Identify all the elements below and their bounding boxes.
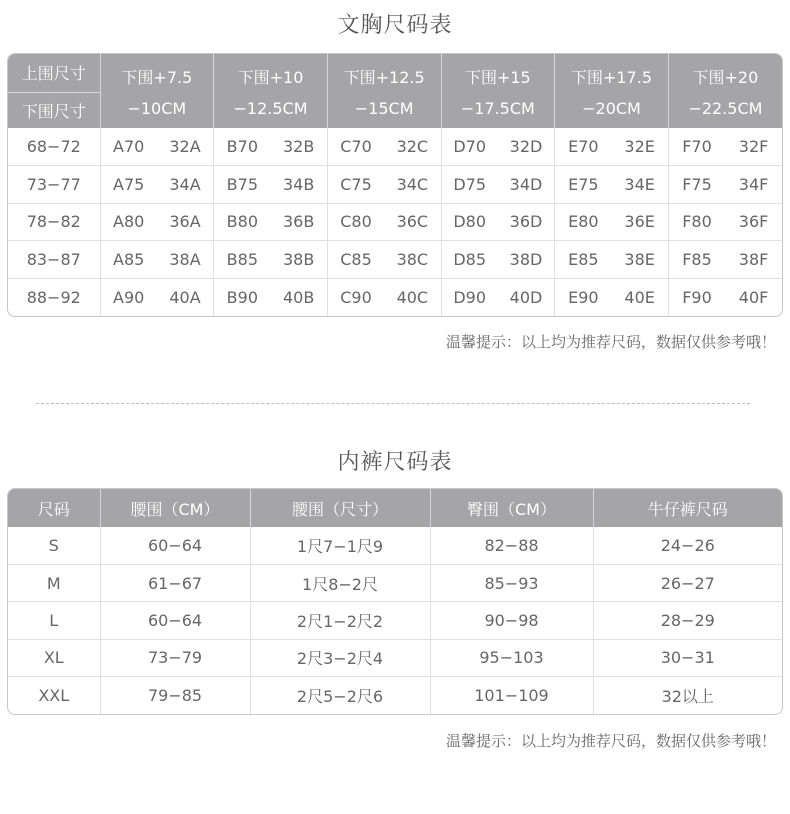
- size-cell: E80: [555, 203, 612, 241]
- column-header-size: 尺码: [8, 489, 100, 527]
- waist-chi-cell: 2尺5−2尺6: [250, 677, 430, 714]
- size-cell: 38F: [725, 241, 782, 279]
- size-label: M: [8, 564, 100, 601]
- size-cell: 40A: [157, 278, 214, 316]
- underbust-range: 78−82: [8, 203, 100, 241]
- table-row: [8, 241, 782, 279]
- size-cell: 34F: [725, 166, 782, 204]
- table-row: [8, 639, 782, 676]
- underbust-range: 88−92: [8, 278, 100, 316]
- size-cell: 38C: [384, 241, 441, 279]
- size-cell: F70: [668, 128, 725, 166]
- waist-chi-cell: 2尺3−2尺4: [250, 639, 430, 676]
- jeans-size-cell: 24−26: [593, 527, 782, 564]
- group-header-top: 下围+10: [214, 54, 328, 92]
- size-label: XXL: [8, 677, 100, 714]
- size-cell: 38E: [611, 241, 668, 279]
- hip-cm-cell: 82−88: [430, 527, 593, 564]
- size-cell: 32D: [509, 137, 543, 157]
- size-cell: 32A: [169, 137, 201, 157]
- table-row: [8, 128, 782, 166]
- table-row: [8, 527, 782, 564]
- size-cell: 36E: [611, 203, 668, 241]
- size-cell: A75: [100, 166, 157, 204]
- size-cell: 32B: [282, 137, 315, 157]
- size-cell: A90: [100, 278, 157, 316]
- bra-size-table: [7, 53, 783, 317]
- jeans-size-cell: 32以上: [593, 677, 782, 714]
- table-row: [8, 278, 782, 316]
- waist-cm-cell: 79−85: [100, 677, 250, 714]
- waist-cm-cell: 60−64: [100, 527, 250, 564]
- size-cell: A85: [100, 241, 157, 279]
- size-cell: 38D: [498, 241, 555, 279]
- table-row: [8, 564, 782, 601]
- size-cell: E75: [555, 166, 612, 204]
- size-cell: 32F: [738, 137, 769, 157]
- column-header-hip-cm: 臀围（CM）: [430, 489, 593, 527]
- waist-chi-cell: 2尺1−2尺2: [250, 602, 430, 639]
- panty-size-title: 内裤尺码表: [337, 450, 453, 475]
- size-cell: 34D: [498, 166, 555, 204]
- corner-bottom: 下围尺寸: [8, 92, 100, 128]
- jeans-size-cell: 30−31: [593, 639, 782, 676]
- size-cell: 40F: [725, 278, 782, 316]
- size-cell: 34A: [157, 166, 214, 204]
- size-cell: 32E: [624, 137, 655, 157]
- underbust-range: 83−87: [8, 241, 100, 279]
- size-cell: 36B: [271, 203, 328, 241]
- size-cell: F80: [668, 203, 725, 241]
- size-cell: B90: [214, 278, 271, 316]
- size-cell: 38A: [157, 241, 214, 279]
- size-cell: 32C: [396, 137, 429, 157]
- size-cell: D70: [441, 128, 498, 166]
- group-header-top: 下围+15: [441, 54, 555, 92]
- corner-top: 上围尺寸: [8, 54, 100, 92]
- size-cell: E90: [555, 278, 612, 316]
- hip-cm-cell: 85−93: [430, 564, 593, 601]
- size-cell: A80: [100, 203, 157, 241]
- waist-chi-cell: 1尺8−2尺: [250, 564, 430, 601]
- size-cell: A70: [113, 137, 145, 157]
- size-cell: D90: [441, 278, 498, 316]
- size-cell: C85: [327, 241, 384, 279]
- jeans-size-cell: 28−29: [593, 602, 782, 639]
- size-cell: F90: [668, 278, 725, 316]
- bra-tip-note: 温馨提示：以上均为推荐尺码，数据仅供参考哦！: [445, 333, 776, 351]
- size-cell: D80: [441, 203, 498, 241]
- size-cell: E85: [555, 241, 612, 279]
- hip-cm-cell: 90−98: [430, 602, 593, 639]
- size-cell: 36D: [498, 203, 555, 241]
- group-header-top: 下围+7.5: [100, 54, 214, 92]
- size-cell: E70: [555, 128, 612, 166]
- size-cell: 40B: [271, 278, 328, 316]
- size-cell: 40C: [384, 278, 441, 316]
- size-cell: C75: [327, 166, 384, 204]
- size-cell: 34C: [384, 166, 441, 204]
- group-header-bottom: −15CM: [327, 92, 441, 128]
- waist-cm-cell: 60−64: [100, 602, 250, 639]
- table-row: [8, 602, 782, 639]
- group-header-top: 下围+12.5: [327, 54, 441, 92]
- size-label: S: [48, 535, 59, 555]
- size-cell: C80: [327, 203, 384, 241]
- waist-chi-cell: 1尺7−1尺9: [250, 527, 430, 564]
- size-cell: B75: [214, 166, 271, 204]
- hip-cm-cell: 101−109: [430, 677, 593, 714]
- bra-size-title: 文胸尺码表: [337, 13, 453, 38]
- size-cell: 40E: [611, 278, 668, 316]
- waist-cm-cell: 73−79: [100, 639, 250, 676]
- group-header-bottom: −12.5CM: [214, 92, 328, 128]
- size-cell: F75: [668, 166, 725, 204]
- group-header-top: 下围+17.5: [555, 54, 669, 92]
- column-header-jeans-size: 牛仔裤尺码: [593, 489, 782, 527]
- group-header-bottom: −22.5CM: [668, 92, 782, 128]
- size-cell: B70: [214, 128, 271, 166]
- group-header-top: 下围+20: [668, 54, 782, 92]
- size-cell: 34B: [271, 166, 328, 204]
- hip-cm-cell: 95−103: [430, 639, 593, 676]
- group-header-bottom: −20CM: [555, 92, 669, 128]
- size-cell: C70: [327, 128, 384, 166]
- bra-header-row-bottom: [8, 92, 782, 128]
- size-cell: 34E: [611, 166, 668, 204]
- table-row: [8, 203, 782, 241]
- size-cell: B80: [214, 203, 271, 241]
- size-cell: F85: [668, 241, 725, 279]
- size-cell: 36F: [725, 203, 782, 241]
- panty-size-table: [7, 488, 783, 715]
- group-header-bottom: −17.5CM: [441, 92, 555, 128]
- table-row: [8, 677, 782, 714]
- underbust-range: 73−77: [8, 166, 100, 204]
- column-header-waist-chi: 腰围（尺寸）: [250, 489, 430, 527]
- section-divider: [36, 403, 750, 404]
- size-cell: 36A: [157, 203, 214, 241]
- size-cell: D85: [441, 241, 498, 279]
- size-label: XL: [8, 639, 100, 676]
- size-cell: 36C: [384, 203, 441, 241]
- panty-header-row: [8, 489, 782, 527]
- column-header-waist-cm: 腰围（CM）: [100, 489, 250, 527]
- panty-tip-note: 温馨提示：以上均为推荐尺码，数据仅供参考哦！: [445, 732, 776, 750]
- underbust-range: 68−72: [8, 128, 100, 166]
- size-cell: 38B: [271, 241, 328, 279]
- group-header-bottom: −10CM: [100, 92, 214, 128]
- waist-cm-cell: 61−67: [100, 564, 250, 601]
- size-cell: D75: [441, 166, 498, 204]
- size-label: L: [8, 602, 100, 639]
- table-row: [8, 166, 782, 204]
- bra-header-row-top: [8, 54, 782, 92]
- size-cell: B85: [214, 241, 271, 279]
- jeans-size-cell: 26−27: [593, 564, 782, 601]
- size-cell: 40D: [498, 278, 555, 316]
- size-cell: C90: [327, 278, 384, 316]
